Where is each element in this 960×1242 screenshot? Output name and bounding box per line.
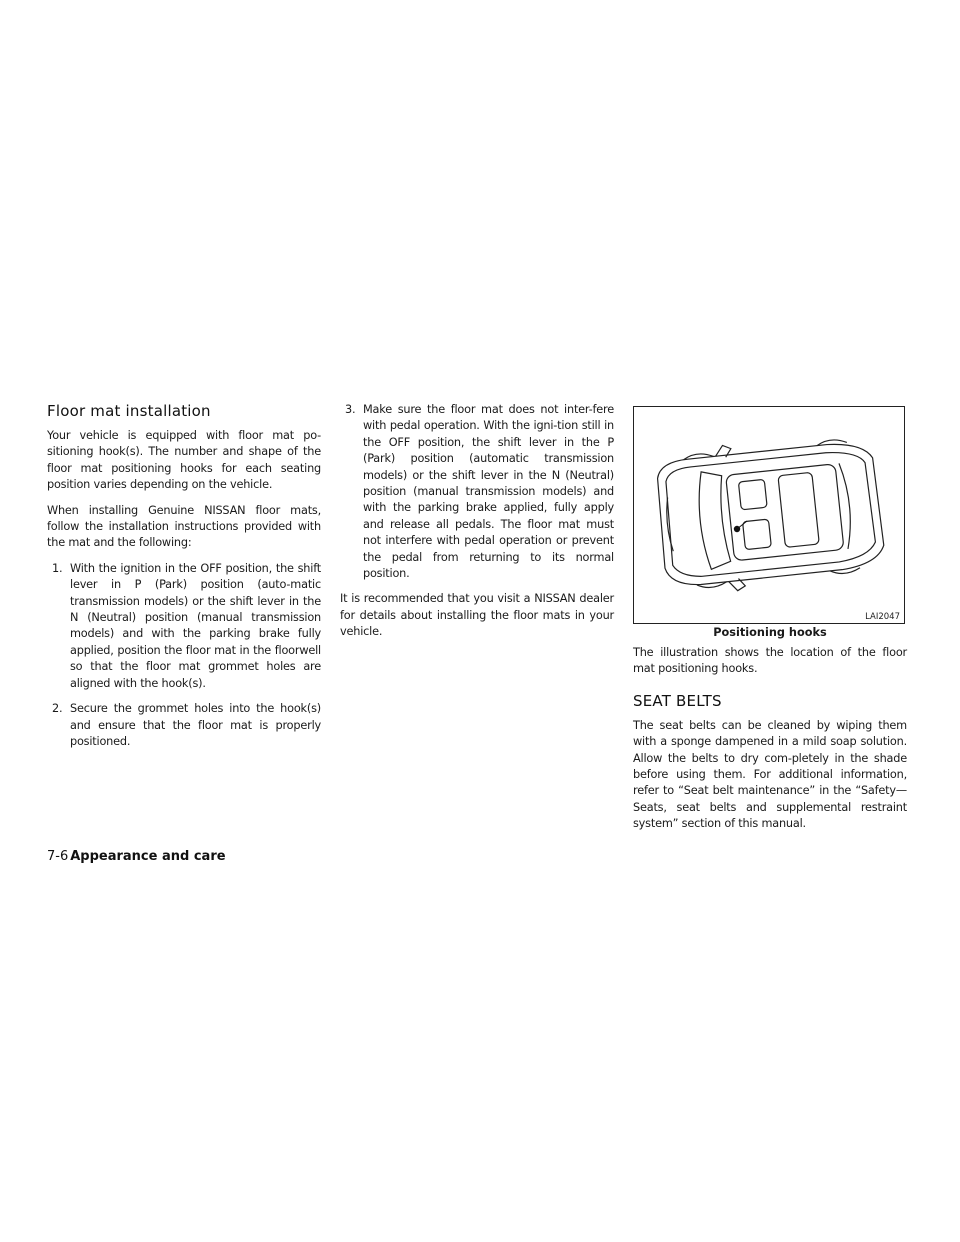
step-item: 1. With the ignition in the OFF position, the shift lever in P (Park) position (auto-matic transmission models) or the shift lever in the N (Neutral) position (manual transmission models) and with the parking brake fully applied, position the floor mat in the floorwell so that the floor mat grommet holes are aligned with the hook(s). bbox=[52, 561, 321, 690]
figure-caption: Positioning hooks bbox=[713, 626, 827, 639]
step-item: 2. Secure the grommet holes into the hook(s) and ensure that the floor mat is properly positioned. bbox=[52, 702, 321, 748]
section-title-seat-belts: SEAT BELTS bbox=[633, 691, 722, 710]
steps-list bbox=[47, 561, 321, 750]
figure-code: LAI2047 bbox=[865, 612, 900, 622]
page-number: 7-6 bbox=[47, 849, 69, 864]
vehicle-illustration bbox=[633, 406, 905, 624]
vehicle-top-view-icon bbox=[634, 407, 904, 623]
steps-list-continued bbox=[340, 402, 614, 582]
step-item: 3. Make sure the floor mat does not inter-fere with pedal operation. With the igni-tion still in the OFF position, the shift lever in the P (Park) position (automatic transmission models) or the shift lever in the N (Neutral) position (manual transmission models) and with the parking brake applied, fully apply and release all pedals. The floor mat must not interfere with pedal operation or prevent the pedal from returning to its normal position. bbox=[345, 403, 614, 581]
column-left bbox=[47, 402, 321, 759]
chapter-title: Appearance and care bbox=[70, 849, 226, 864]
figure-description: The illustration shows the location of the floor mat positioning hooks. bbox=[633, 646, 907, 676]
column-right bbox=[633, 402, 907, 842]
seat-belt-cleaning: The seat belts can be cleaned by wiping them with a sponge dampened in a mild soap solution. Allow the belts to dry com-pletely in the shade before using them. For additional information, refer to “Seat belt maintenance” in the “Safety—Seats, seat belts and supplemental restraint system” section of this manual. bbox=[633, 718, 907, 831]
column-middle bbox=[340, 402, 614, 650]
dealer-recommendation: It is recommended that you visit a NISSAN dealer for details about installing the floor mats in your vehicle. bbox=[340, 592, 614, 639]
floor-mat-instructions: When installing Genuine NISSAN floor mats, follow the installation instructions provided with the mat and the following: bbox=[47, 503, 321, 550]
floor-mat-intro: Your vehicle is equipped with floor mat po-sitioning hook(s). The number and shape of the floor mat positioning hooks for each seating position varies depending on the vehicle. bbox=[47, 429, 321, 492]
section-title-floor-mat: Floor mat installation bbox=[47, 402, 211, 420]
page-footer bbox=[47, 849, 226, 864]
